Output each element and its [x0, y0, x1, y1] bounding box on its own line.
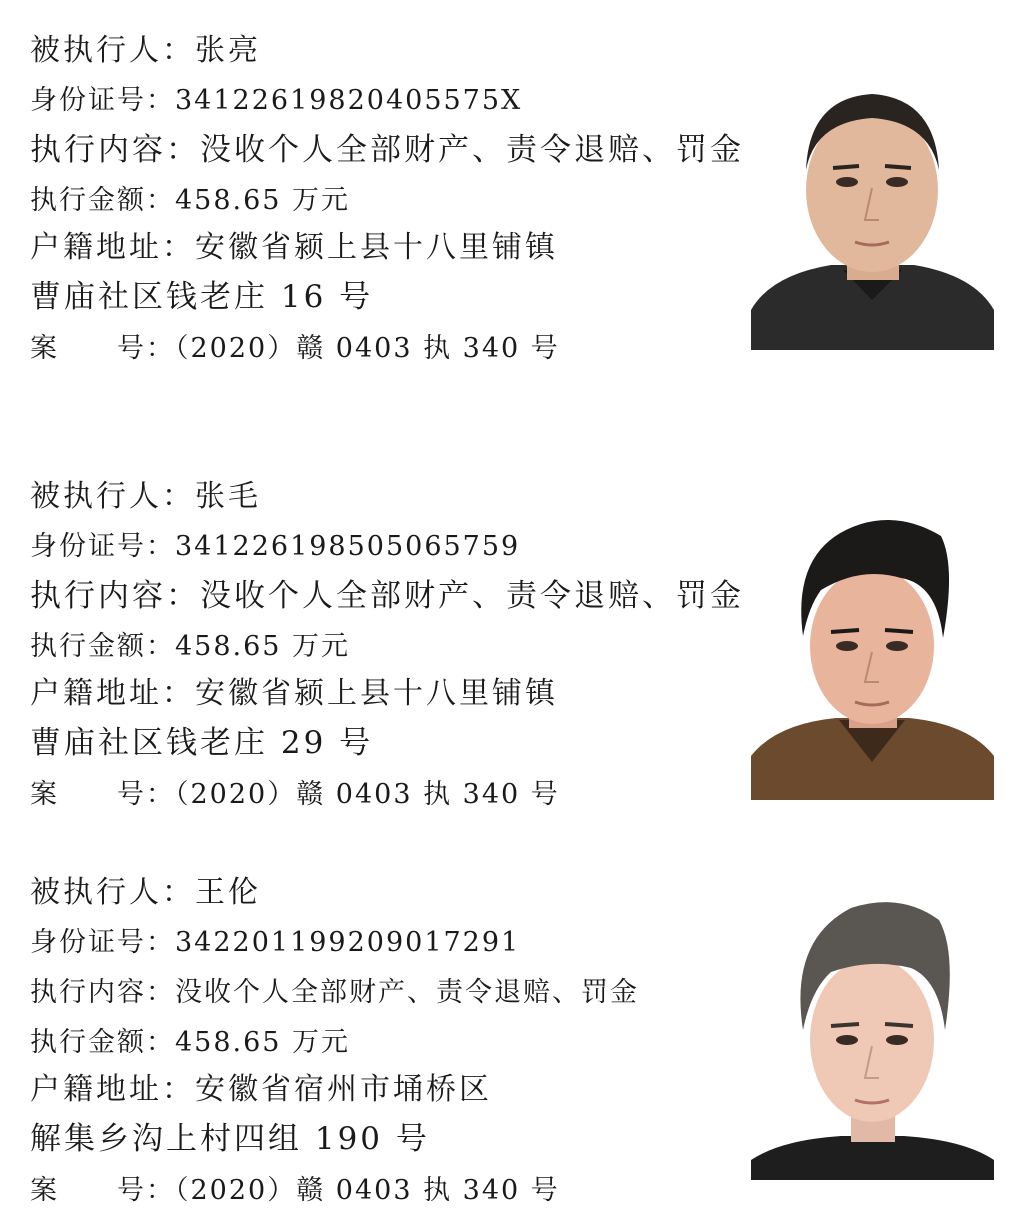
- portrait-photo: [751, 60, 994, 350]
- id-number: 341226198505065759: [175, 531, 521, 562]
- person-name: 王伦: [195, 875, 261, 910]
- content-value: 没收个人全部财产、责令退赔、罚金: [200, 132, 744, 168]
- content-row: [30, 578, 744, 614]
- address-label: 户籍地址：: [30, 676, 195, 711]
- amount-value: 458.65 万元: [175, 631, 351, 662]
- content-label: 执行内容：: [30, 132, 200, 168]
- case-row: [30, 1177, 560, 1204]
- id-label: 身份证号：: [30, 927, 175, 958]
- amount-row: [30, 633, 350, 660]
- address-label: 户籍地址：: [30, 230, 195, 265]
- amount-value: 458.65 万元: [175, 185, 351, 216]
- content-row: [30, 979, 639, 1006]
- person-name: 张毛: [195, 479, 261, 514]
- case-number: （2020）赣 0403 执 340 号: [175, 333, 560, 364]
- address-line1: 安徽省宿州市埇桥区: [195, 1072, 492, 1107]
- person-name: 张亮: [195, 33, 261, 68]
- case-number: （2020）赣 0403 执 340 号: [175, 1175, 560, 1206]
- amount-label: 执行金额：: [30, 1027, 175, 1058]
- id-row: [30, 533, 520, 560]
- content-value: 没收个人全部财产、责令退赔、罚金: [175, 977, 639, 1008]
- content-label: 执行内容：: [30, 578, 200, 614]
- name-row: [30, 479, 261, 514]
- address-row: [30, 230, 558, 265]
- case-label-b: 号：: [117, 333, 175, 364]
- case-label-b: 号：: [117, 779, 175, 810]
- id-row: [30, 929, 520, 956]
- amount-value: 458.65 万元: [175, 1027, 351, 1058]
- amount-label: 执行金额：: [30, 631, 175, 662]
- name-label: 被执行人：: [30, 875, 195, 910]
- address-line2: 解集乡沟上村四组 190 号: [30, 1121, 430, 1157]
- case-row: [30, 781, 560, 808]
- content-row: [30, 132, 744, 168]
- portrait-photo: [751, 890, 994, 1180]
- id-number: 34122619820405575X: [175, 85, 523, 116]
- address-row: [30, 676, 558, 711]
- case-label-a: 案: [30, 333, 59, 364]
- id-row: [30, 87, 522, 114]
- portrait-photo: [751, 506, 994, 800]
- case-row: [30, 335, 560, 362]
- address-line1: 安徽省颍上县十八里铺镇: [195, 230, 558, 265]
- amount-label: 执行金额：: [30, 185, 175, 216]
- amount-row: [30, 187, 350, 214]
- case-label-a: 案: [30, 1175, 59, 1206]
- name-label: 被执行人：: [30, 33, 195, 68]
- content-label: 执行内容：: [30, 977, 175, 1008]
- amount-row: [30, 1029, 350, 1056]
- address-row: [30, 1072, 492, 1107]
- id-number: 342201199209017291: [175, 927, 521, 958]
- name-label: 被执行人：: [30, 479, 195, 514]
- address-line1: 安徽省颍上县十八里铺镇: [195, 676, 558, 711]
- case-label-b: 号：: [117, 1175, 175, 1206]
- case-number: （2020）赣 0403 执 340 号: [175, 779, 560, 810]
- address-line2: 曹庙社区钱老庄 16 号: [30, 279, 374, 315]
- name-row: [30, 33, 261, 68]
- id-label: 身份证号：: [30, 531, 175, 562]
- case-label-a: 案: [30, 779, 59, 810]
- name-row: [30, 875, 261, 910]
- address-line2: 曹庙社区钱老庄 29 号: [30, 725, 374, 761]
- address-label: 户籍地址：: [30, 1072, 195, 1107]
- id-label: 身份证号：: [30, 85, 175, 116]
- content-value: 没收个人全部财产、责令退赔、罚金: [200, 578, 744, 614]
